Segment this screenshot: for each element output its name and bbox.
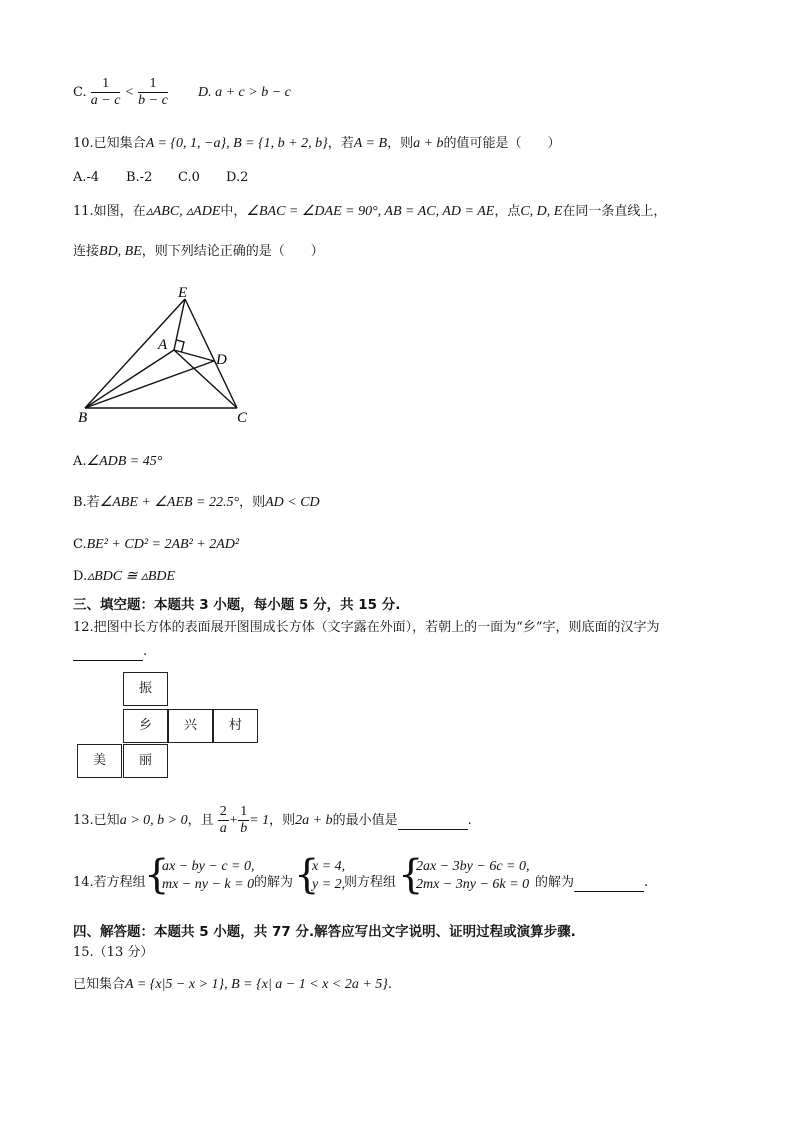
numerator: 1: [91, 76, 121, 93]
brace-icon: {: [398, 852, 424, 898]
math: BE² + CD² = 2AB² + 2AD²: [86, 537, 240, 552]
q15-stem: [73, 977, 392, 993]
text: ，则: [387, 136, 414, 151]
answer-blank[interactable]: [574, 875, 644, 892]
net-cell-top: 振: [123, 672, 168, 706]
option-label: C.: [73, 85, 87, 100]
denominator: a: [219, 821, 227, 836]
segment-bd: [85, 361, 214, 408]
text: .: [143, 644, 148, 659]
q14-mid1: 的解为: [254, 875, 294, 890]
equation: x = 4,: [312, 859, 346, 874]
text: ，则: [269, 813, 296, 828]
math: = 1: [249, 813, 270, 828]
text: ，则: [239, 495, 266, 510]
equation: mx − ny − k = 0: [162, 877, 255, 892]
math: a + b: [413, 136, 444, 151]
math: ▵BDC ≅ ▵BDE: [87, 569, 176, 584]
text: 的值可能是（ ）: [443, 136, 561, 151]
q11-option-c: [73, 537, 239, 553]
text: 在同一条直线上，: [562, 204, 667, 219]
q11-option-b: [73, 495, 320, 511]
equation: 2ax − 3by − 6c = 0,: [416, 859, 530, 874]
option-label: D.: [73, 569, 88, 584]
net-cell-middle-3: 村: [213, 709, 258, 743]
text: ，点: [494, 204, 521, 219]
q11-option-d: [73, 569, 175, 585]
text: 11.如图，在: [73, 204, 146, 219]
q11-stem-line1: [73, 204, 666, 220]
fraction: [138, 76, 168, 109]
text: 中，: [220, 204, 247, 219]
numerator: 1: [138, 76, 168, 93]
math: C, D, E: [520, 204, 563, 219]
label-b: B: [78, 410, 88, 426]
fraction: [91, 76, 121, 109]
q10-option-c: C.0: [178, 170, 200, 185]
equation-system-1: [144, 852, 255, 898]
fraction: [218, 804, 229, 837]
q12-answer-line: [73, 644, 147, 661]
q14-prefix: 14.若方程组: [73, 875, 146, 890]
q12-stem: 12.把图中长方体的表面展开图围成长方体（文字露在外面），若朝上的一面为“乡”字，则底面的汉字为: [73, 620, 660, 635]
q14-answer: [535, 875, 648, 892]
equation: 2mx − 3ny − 6k = 0: [416, 877, 530, 892]
numerator: 1: [240, 804, 248, 819]
math: A = {x|5 − x > 1}, B = {x| a − 1 < x < 2a + 5}: [125, 977, 388, 992]
option-label: B.若: [73, 495, 100, 510]
equation-system-2: [398, 852, 530, 898]
denominator: a − c: [90, 93, 121, 108]
triangle-figure: [70, 280, 270, 430]
text: .: [644, 875, 649, 890]
right-angle-mark: [177, 340, 185, 352]
math: ▵ABC, ▵ADE: [145, 204, 221, 219]
label-a: A: [158, 337, 168, 353]
label-c: C: [237, 410, 248, 426]
math: A = {0, 1, −a}, B = {1, b + 2, b}: [145, 136, 328, 151]
cube-net-figure: [77, 672, 267, 782]
q14-mid2: 则方程组: [344, 875, 397, 890]
q11-option-a: [73, 454, 162, 470]
answer-blank[interactable]: [398, 813, 468, 830]
net-cell-middle-2: 兴: [168, 709, 213, 743]
q11-stem-line2: [73, 244, 324, 260]
net-cell-bottom-2: 丽: [123, 744, 168, 778]
denominator: b − c: [138, 93, 168, 108]
q10-option-a: A.-4: [73, 170, 100, 185]
q13-stem: [73, 804, 472, 837]
text: 已知集合: [73, 977, 126, 992]
answer-blank[interactable]: [73, 644, 143, 661]
text: .: [387, 977, 393, 992]
text: 的解为: [535, 875, 575, 890]
math: 2a + b: [295, 813, 333, 828]
equation: y = 2,: [312, 877, 346, 892]
numerator: 2: [219, 804, 227, 819]
math: ∠BAC = ∠DAE = 90°, AB = AC, AD = AE: [246, 204, 495, 219]
operator: <: [124, 85, 135, 100]
option-label: A.: [73, 454, 87, 469]
net-cell-middle-1: 乡: [123, 709, 168, 743]
text: ，则下列结论正确的是（ ）: [141, 244, 324, 259]
q15-header: 15.（13 分）: [73, 945, 154, 960]
label-d: D: [216, 352, 227, 368]
section-heading-fill-in: 三、填空题：本题共 3 小题，每小题 5 分，共 15 分.: [73, 597, 401, 613]
text: 的最小值是: [332, 813, 398, 828]
math: A = B: [353, 136, 388, 151]
text: 13.已知: [73, 813, 120, 828]
text: ，若: [327, 136, 354, 151]
math: ∠ADB = 45°: [86, 454, 163, 469]
math: BD, BE: [99, 244, 142, 259]
math: a > 0, b > 0: [119, 813, 188, 828]
brace-icon: {: [294, 852, 320, 898]
fraction: [238, 804, 249, 837]
net-cell-bottom-1: 美: [77, 744, 122, 778]
segment-ec: [185, 299, 237, 408]
segment-be: [85, 299, 185, 408]
denominator: b: [240, 821, 248, 836]
q10-stem: [73, 136, 561, 152]
operator: +: [228, 813, 239, 828]
math: AD < CD: [265, 495, 320, 510]
brace-icon: {: [144, 852, 170, 898]
q10-option-d: D.2: [226, 170, 249, 185]
label-e: E: [178, 285, 188, 301]
q9-option-d: D. a + c > b − c: [198, 85, 291, 100]
solution-system: [294, 852, 346, 898]
text: 连接: [73, 244, 100, 259]
math: ∠ABE + ∠AEB = 22.5°: [99, 495, 240, 510]
equation: ax − by − c = 0,: [162, 859, 255, 874]
section-heading-solutions: 四、解答题：本题共 5 小题，共 77 分.解答应写出文字说明、证明过程或演算步骤.: [73, 924, 576, 940]
text: 10.已知集合: [73, 136, 146, 151]
q9-option-c: [73, 76, 168, 109]
q10-option-b: B.-2: [126, 170, 153, 185]
text: .: [467, 813, 472, 828]
text: ，且: [187, 813, 214, 828]
option-label: C.: [73, 537, 87, 552]
